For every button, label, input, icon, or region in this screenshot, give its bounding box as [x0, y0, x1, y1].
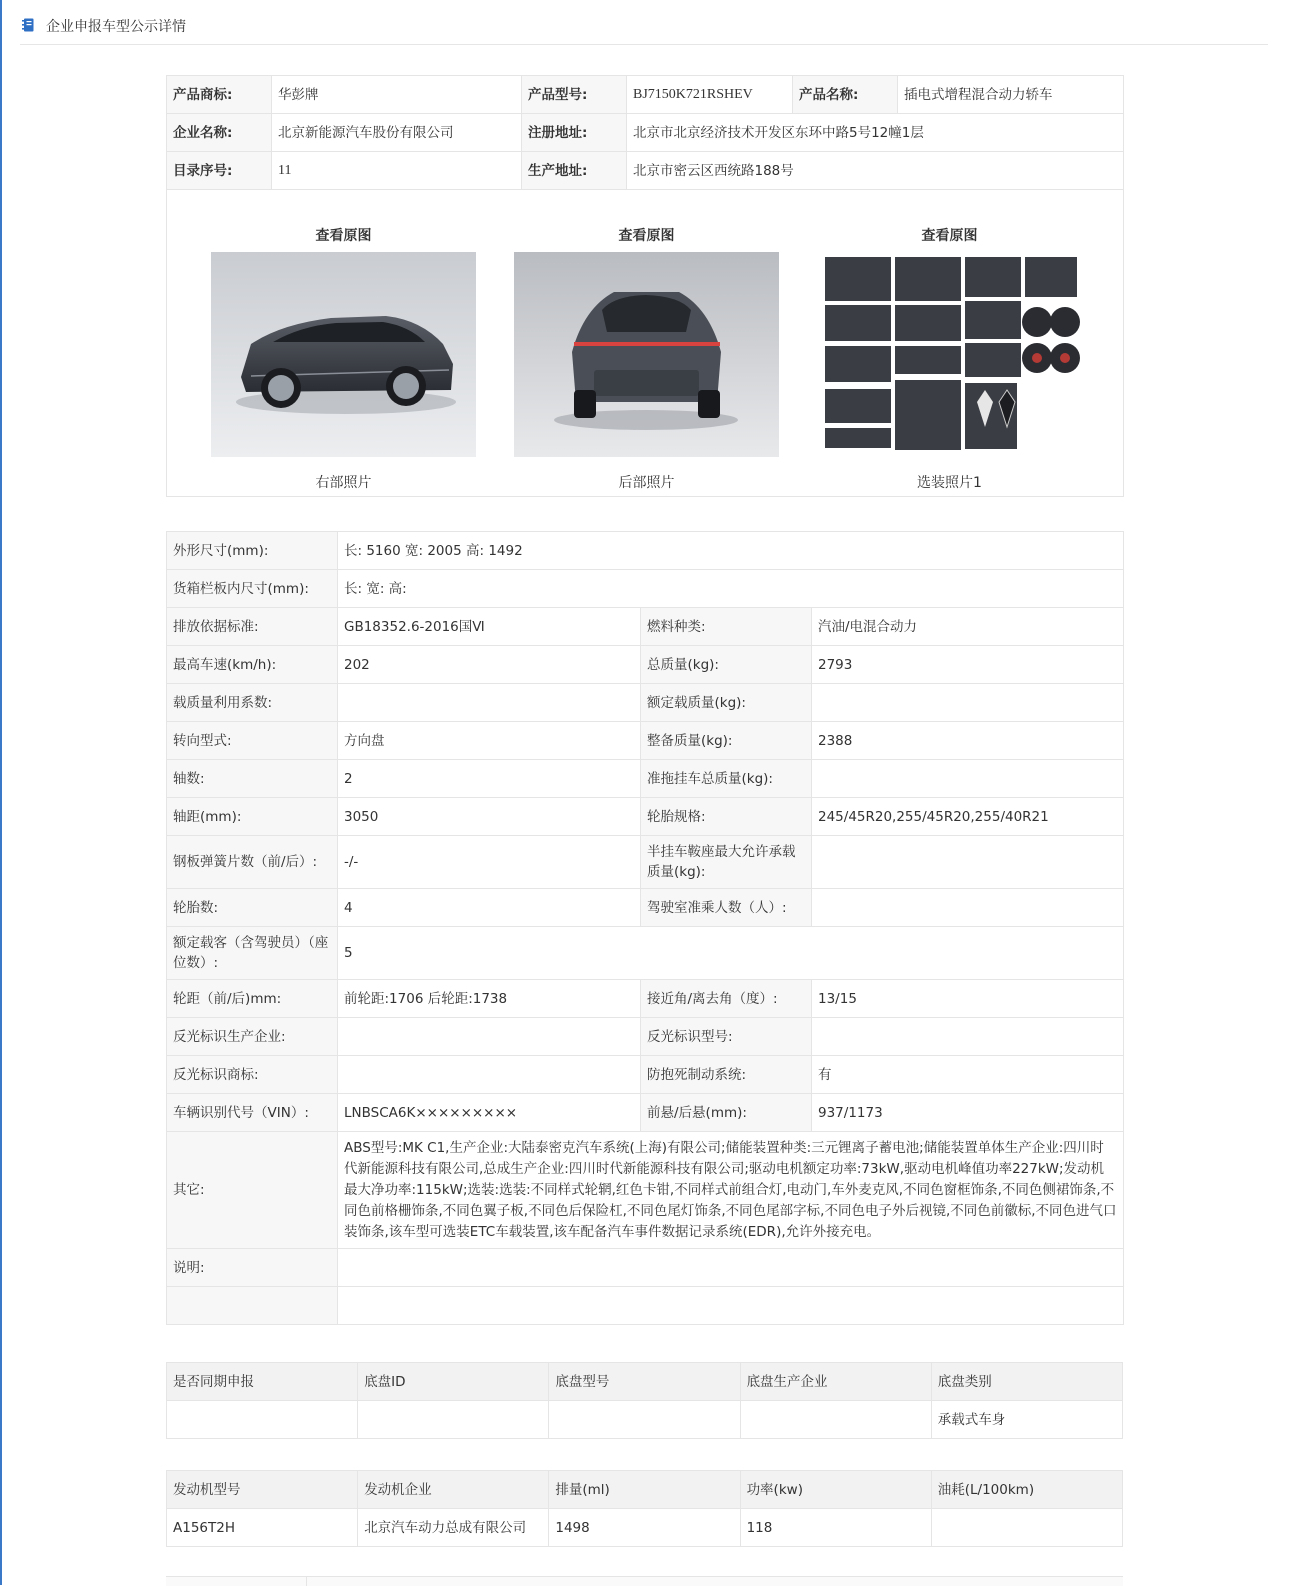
saddle-label: 半挂车鞍座最大允许承载质量(kg): [641, 836, 812, 889]
blank-label [167, 1287, 338, 1325]
leaf-value: -/- [338, 836, 641, 889]
photo-caption: 后部照片 [618, 475, 675, 491]
spec-table [166, 531, 1124, 1325]
refl-model-label: 反光标识型号: [641, 1018, 812, 1056]
catalog-label: 目录序号: [167, 152, 272, 190]
chassis-header: 底盘生产企业 [740, 1363, 931, 1401]
note-value [338, 1249, 1124, 1287]
book-icon [22, 18, 34, 32]
photo-option [817, 190, 1082, 493]
overhang-value: 937/1173 [812, 1094, 1124, 1132]
chassis-header: 底盘ID [358, 1363, 549, 1401]
steering-label: 转向型式: [167, 722, 338, 760]
engine-header: 发动机型号 [167, 1471, 358, 1509]
tire-spec-label: 轮胎规格: [641, 798, 812, 836]
name-label: 产品名称: [793, 76, 898, 114]
brand-value: 华彭牌 [272, 76, 522, 114]
seats-value: 5 [338, 927, 1124, 980]
gross-label: 总质量(kg): [641, 646, 812, 684]
rated-load-value [812, 684, 1124, 722]
page-title: 企业申报车型公示详情 [46, 19, 186, 35]
chassis-cell [167, 1401, 358, 1439]
dims-label: 外形尺寸(mm): [167, 532, 338, 570]
util-value [338, 684, 641, 722]
curb-value: 2388 [812, 722, 1124, 760]
other-value: ABS型号:MK C1,生产企业:大陆泰密克汽车系统(上海)有限公司;储能装置种类:三元锂离子蓄电池;储能装置单体生产企业:四川时代新能源科技有限公司,总成生产企业:四川时代新能源科技有限公司;驱动电机额定功率:73kW,驱动电机峰值功率227kW;发动机最大净功率:115kW;选装:选装:不同样式轮辋,红色卡钳,不同样式前组合灯,电动门,车外麦克风,不同色窗框饰条,不同色侧裙饰条,不同色前格栅饰条,不同色翼子板,不同色后保险杠,不同色尾灯饰条,不同色尾部字标,不同色电子外后视镜,不同色前徽标,不同色进气口装饰条,该车型可选装ETC车载装置,该车配备汽车事件数据记录系统(EDR),允许外接充电。 [338, 1132, 1124, 1249]
speed-label: 最高车速(km/h): [167, 646, 338, 684]
prod-addr-value: 北京市密云区西统路188号 [627, 152, 1124, 190]
company-label: 企业名称: [167, 114, 272, 152]
chassis-cell [358, 1401, 549, 1439]
engine-cell: 1498 [549, 1509, 740, 1547]
refl-model-value [812, 1018, 1124, 1056]
refl-brand-value [338, 1056, 641, 1094]
view-original-link[interactable]: 查看原图 [618, 228, 675, 244]
abs-value: 有 [812, 1056, 1124, 1094]
chassis-cell [740, 1401, 931, 1439]
product-info-table [166, 75, 1124, 497]
engine-header: 功率(kw) [740, 1471, 931, 1509]
company-value: 北京新能源汽车股份有限公司 [272, 114, 522, 152]
axles-value: 2 [338, 760, 641, 798]
refl-brand-label: 反光标识商标: [167, 1056, 338, 1094]
chassis-header: 底盘型号 [549, 1363, 740, 1401]
tires-value: 4 [338, 889, 641, 927]
engine-header: 排量(ml) [549, 1471, 740, 1509]
fuel-label: 燃料种类: [641, 608, 812, 646]
trailer-label: 准拖挂车总质量(kg): [641, 760, 812, 798]
abs-label: 防抱死制动系统: [641, 1056, 812, 1094]
photo-caption: 选装照片1 [917, 475, 982, 491]
dims-value: 长: 5160 宽: 2005 高: 1492 [338, 532, 1124, 570]
refl-maker-value [338, 1018, 641, 1056]
car-side-photo[interactable] [211, 252, 476, 457]
engine-cell: A156T2H [167, 1509, 358, 1547]
photo-rear [514, 190, 779, 493]
emission-label: 排放依据标准: [167, 608, 338, 646]
other-label: 其它: [167, 1132, 338, 1249]
catalog-value: 11 [272, 152, 522, 190]
fuel-value: 汽油/电混合动力 [812, 608, 1124, 646]
angle-value: 13/15 [812, 980, 1124, 1018]
chassis-table [166, 1362, 1123, 1439]
vin-label: 车辆识别代号（VIN）: [167, 1094, 338, 1132]
chassis-cell: 承载式车身 [931, 1401, 1122, 1439]
vin-value: LNBSCA6K××××××××× [338, 1094, 641, 1132]
curb-label: 整备质量(kg): [641, 722, 812, 760]
cab-label: 驾驶室准乘人数（人）: [641, 889, 812, 927]
util-label: 载质量利用系数: [167, 684, 338, 722]
engine-header: 发动机企业 [358, 1471, 549, 1509]
photos-row [167, 190, 1124, 497]
reg-addr-value: 北京市北京经济技术开发区东环中路5号12幢1层 [627, 114, 1124, 152]
trailer-value [812, 760, 1124, 798]
cargo-label: 货箱栏板内尺寸(mm): [167, 570, 338, 608]
engine-cell: 北京汽车动力总成有限公司 [358, 1509, 549, 1547]
axles-label: 轴数: [167, 760, 338, 798]
wheelbase-label: 轴距(mm): [167, 798, 338, 836]
overhang-label: 前悬/后悬(mm): [641, 1094, 812, 1132]
brand-label: 产品商标: [167, 76, 272, 114]
view-original-link[interactable]: 查看原图 [921, 228, 978, 244]
refl-maker-label: 反光标识生产企业: [167, 1018, 338, 1056]
leaf-label: 钢板弹簧片数（前/后）: [167, 836, 338, 889]
page-header [20, 12, 1268, 45]
note-label: 说明: [167, 1249, 338, 1287]
emission-value: GB18352.6-2016国Ⅵ [338, 608, 641, 646]
name-value: 插电式增程混合动力轿车 [898, 76, 1124, 114]
track-label: 轮距（前/后)mm: [167, 980, 338, 1018]
engine-cell [931, 1509, 1122, 1547]
chassis-header: 底盘类别 [931, 1363, 1122, 1401]
speed-value: 202 [338, 646, 641, 684]
prod-addr-label: 生产地址: [522, 152, 627, 190]
model-label: 产品型号: [522, 76, 627, 114]
engine-table [166, 1470, 1123, 1547]
saddle-value [812, 836, 1124, 889]
engine-header: 油耗(L/100km) [931, 1471, 1122, 1509]
seats-label: 额定载客（含驾驶员）（座位数）: [167, 927, 338, 980]
chassis-header: 是否同期申报 [167, 1363, 358, 1401]
wheelbase-value: 3050 [338, 798, 641, 836]
cargo-value: 长: 宽: 高: [338, 570, 1124, 608]
steering-value: 方向盘 [338, 722, 641, 760]
track-value: 前轮距:1706 后轮距:1738 [338, 980, 641, 1018]
view-original-link[interactable]: 查看原图 [315, 228, 372, 244]
car-rear-photo[interactable] [514, 252, 779, 457]
photo-caption: 右部照片 [315, 475, 372, 491]
photo-right [211, 190, 476, 493]
chassis-cell [549, 1401, 740, 1439]
blank-value [338, 1287, 1124, 1325]
tire-spec-value: 245/45R20,255/45R20,255/40R21 [812, 798, 1124, 836]
gross-value: 2793 [812, 646, 1124, 684]
options-collage-photo[interactable] [817, 252, 1082, 457]
model-value: BJ7150K721RSHEV [627, 76, 793, 114]
cab-value [812, 889, 1124, 927]
tires-label: 轮胎数: [167, 889, 338, 927]
reg-addr-label: 注册地址: [522, 114, 627, 152]
rated-load-label: 额定载质量(kg): [641, 684, 812, 722]
engine-cell: 118 [740, 1509, 931, 1547]
angle-label: 接近角/离去角（度）: [641, 980, 812, 1018]
left-edge-line [0, 0, 2, 1585]
